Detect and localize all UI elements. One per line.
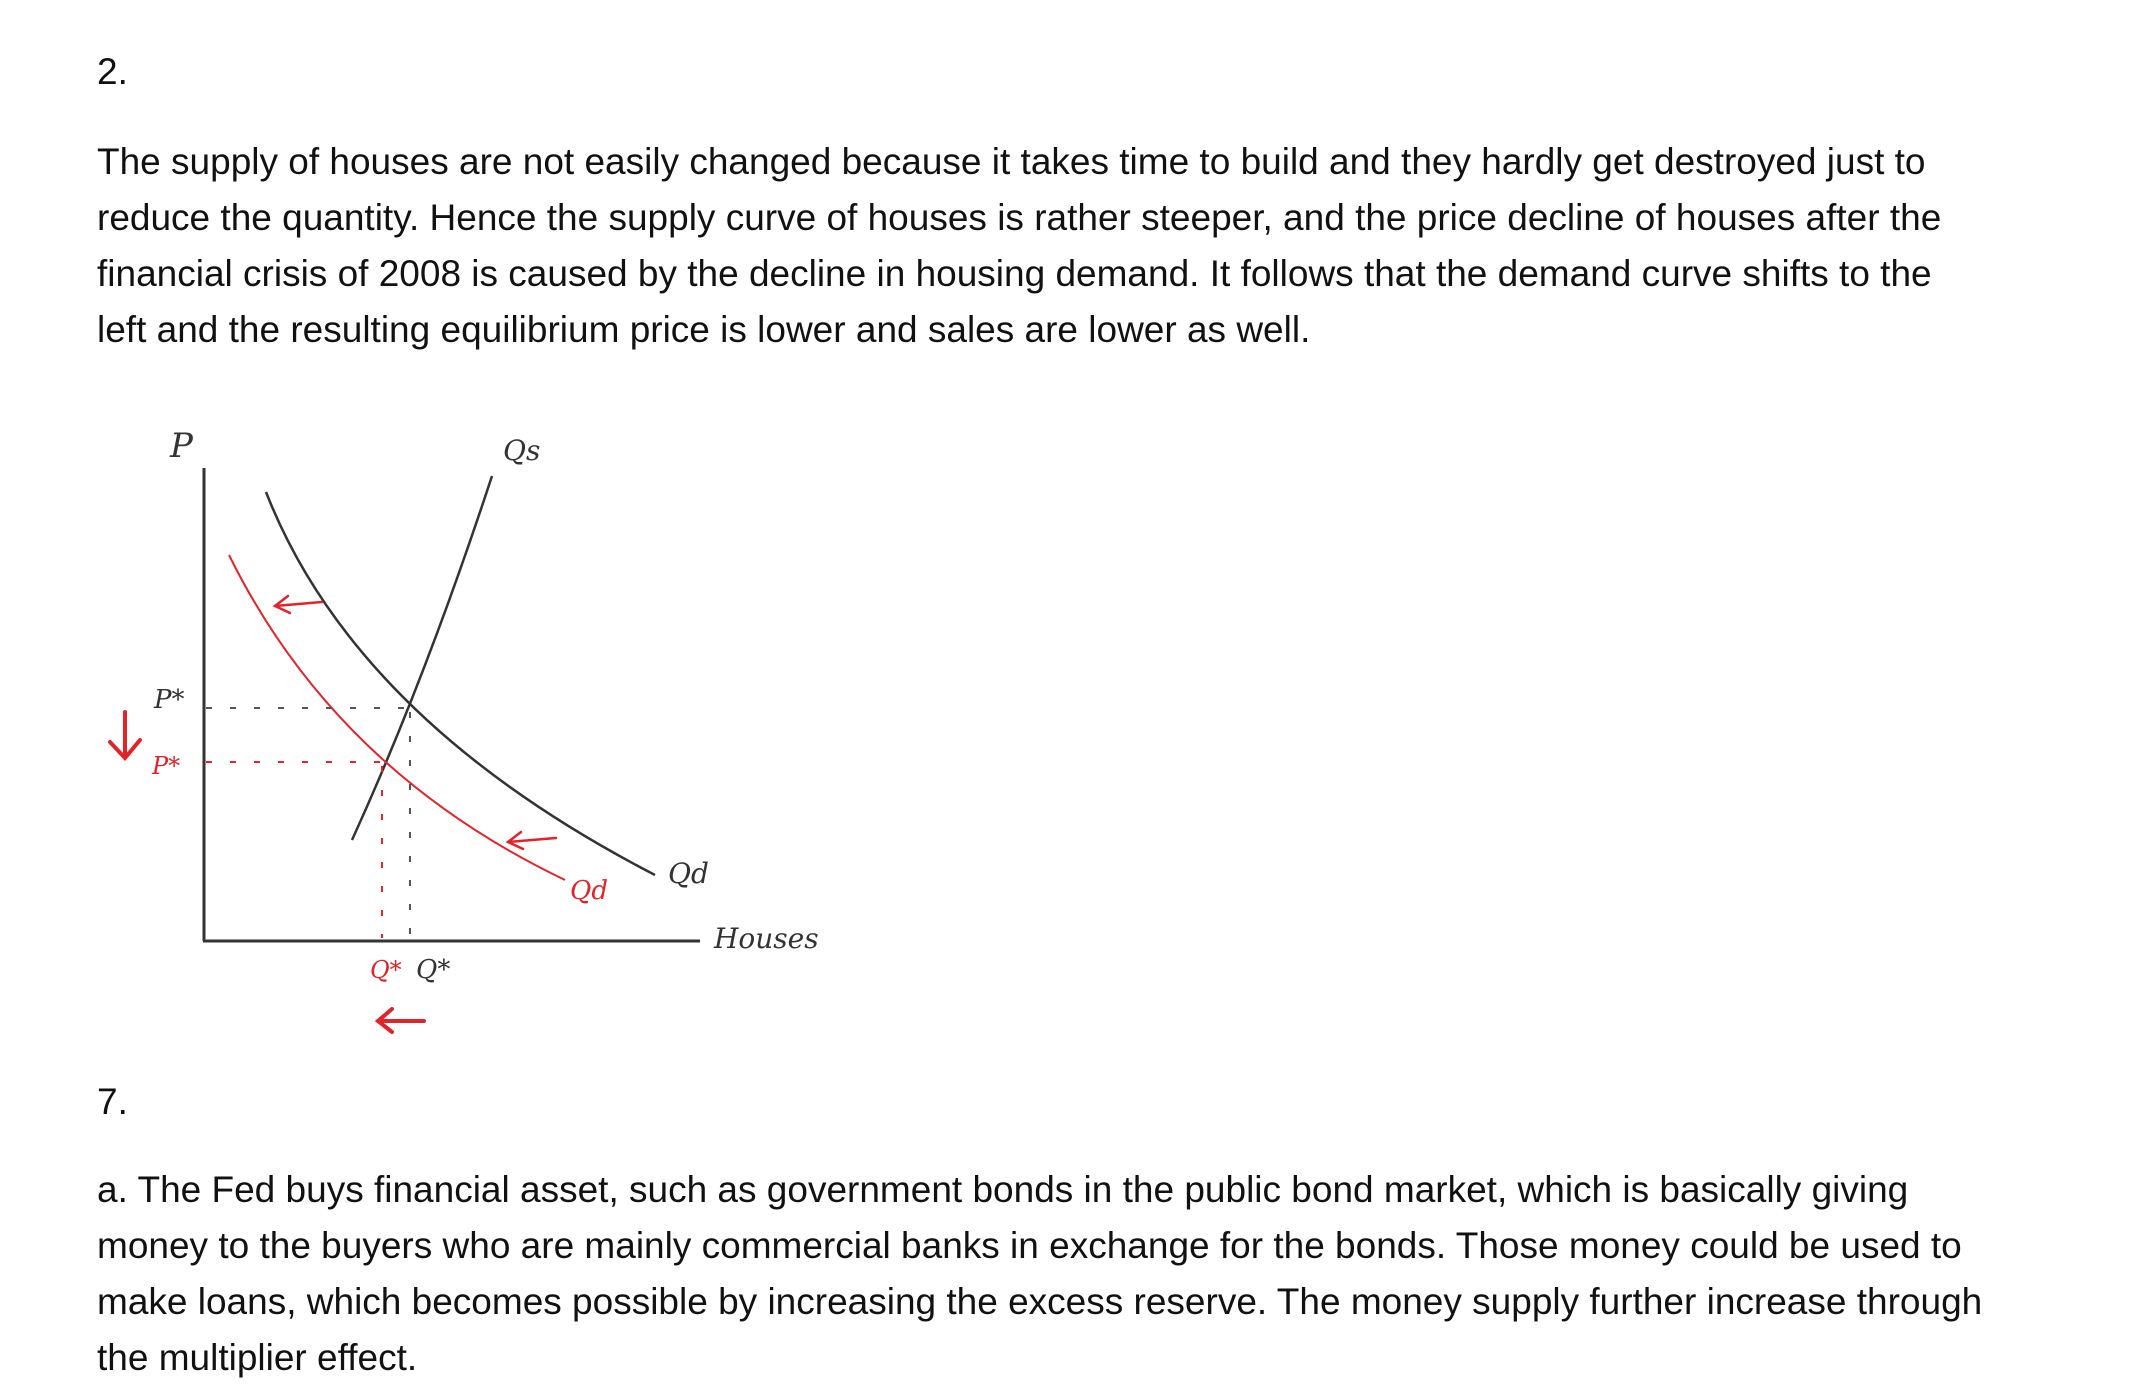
shift-left-arrow-icon: [275, 596, 322, 613]
price-label: P*: [154, 685, 185, 715]
paragraph-line: the multiplier effect.: [97, 1337, 418, 1378]
paragraph-line: financial crisis of 2008 is caused by the decline in housing demand. It follows that the demand curve shifts to the: [97, 253, 1932, 294]
supply-demand-graph: [0, 400, 900, 1060]
paragraph-line: make loans, which becomes possible by increasing the excess reserve. The money supply further increase through: [97, 1281, 1983, 1322]
new-price-label: P*: [152, 752, 181, 780]
x-axis-label: Houses: [714, 922, 819, 955]
quantity-label: Q*: [416, 955, 451, 985]
supply-curve-label: Qs: [503, 434, 541, 467]
section-2-heading: 2.: [97, 51, 128, 92]
paragraph-line: money to the buyers who are mainly commercial banks in exchange for the bonds. Those money could be used to: [97, 1225, 1962, 1266]
quantity-left-arrow-icon: [378, 1009, 424, 1032]
price-down-arrow-icon: [110, 712, 140, 758]
demand-curve-label: Qd: [668, 857, 709, 890]
new-quantity-label: Q*: [370, 956, 402, 984]
section-2-paragraph: [97, 134, 2057, 358]
y-axis-label: P: [170, 426, 193, 466]
section-7-heading: 7.: [97, 1081, 128, 1122]
new-demand-curve-label: Qd: [570, 876, 608, 906]
paragraph-line: reduce the quantity. Hence the supply curve of houses is rather steeper, and the price decline of houses after the: [97, 197, 1942, 238]
supply-curve: [352, 476, 492, 840]
shift-left-arrow-icon: [508, 832, 556, 849]
paragraph-line: The supply of houses are not easily changed because it takes time to build and they hardly get destroyed just to: [97, 141, 1926, 182]
demand-curve: [266, 492, 655, 875]
paragraph-line: a. The Fed buys financial asset, such as government bonds in the public bond market, which is basically giving: [97, 1169, 1909, 1210]
section-7-paragraph: [97, 1162, 2057, 1386]
paragraph-line: left and the resulting equilibrium price is lower and sales are lower as well.: [97, 309, 1311, 350]
